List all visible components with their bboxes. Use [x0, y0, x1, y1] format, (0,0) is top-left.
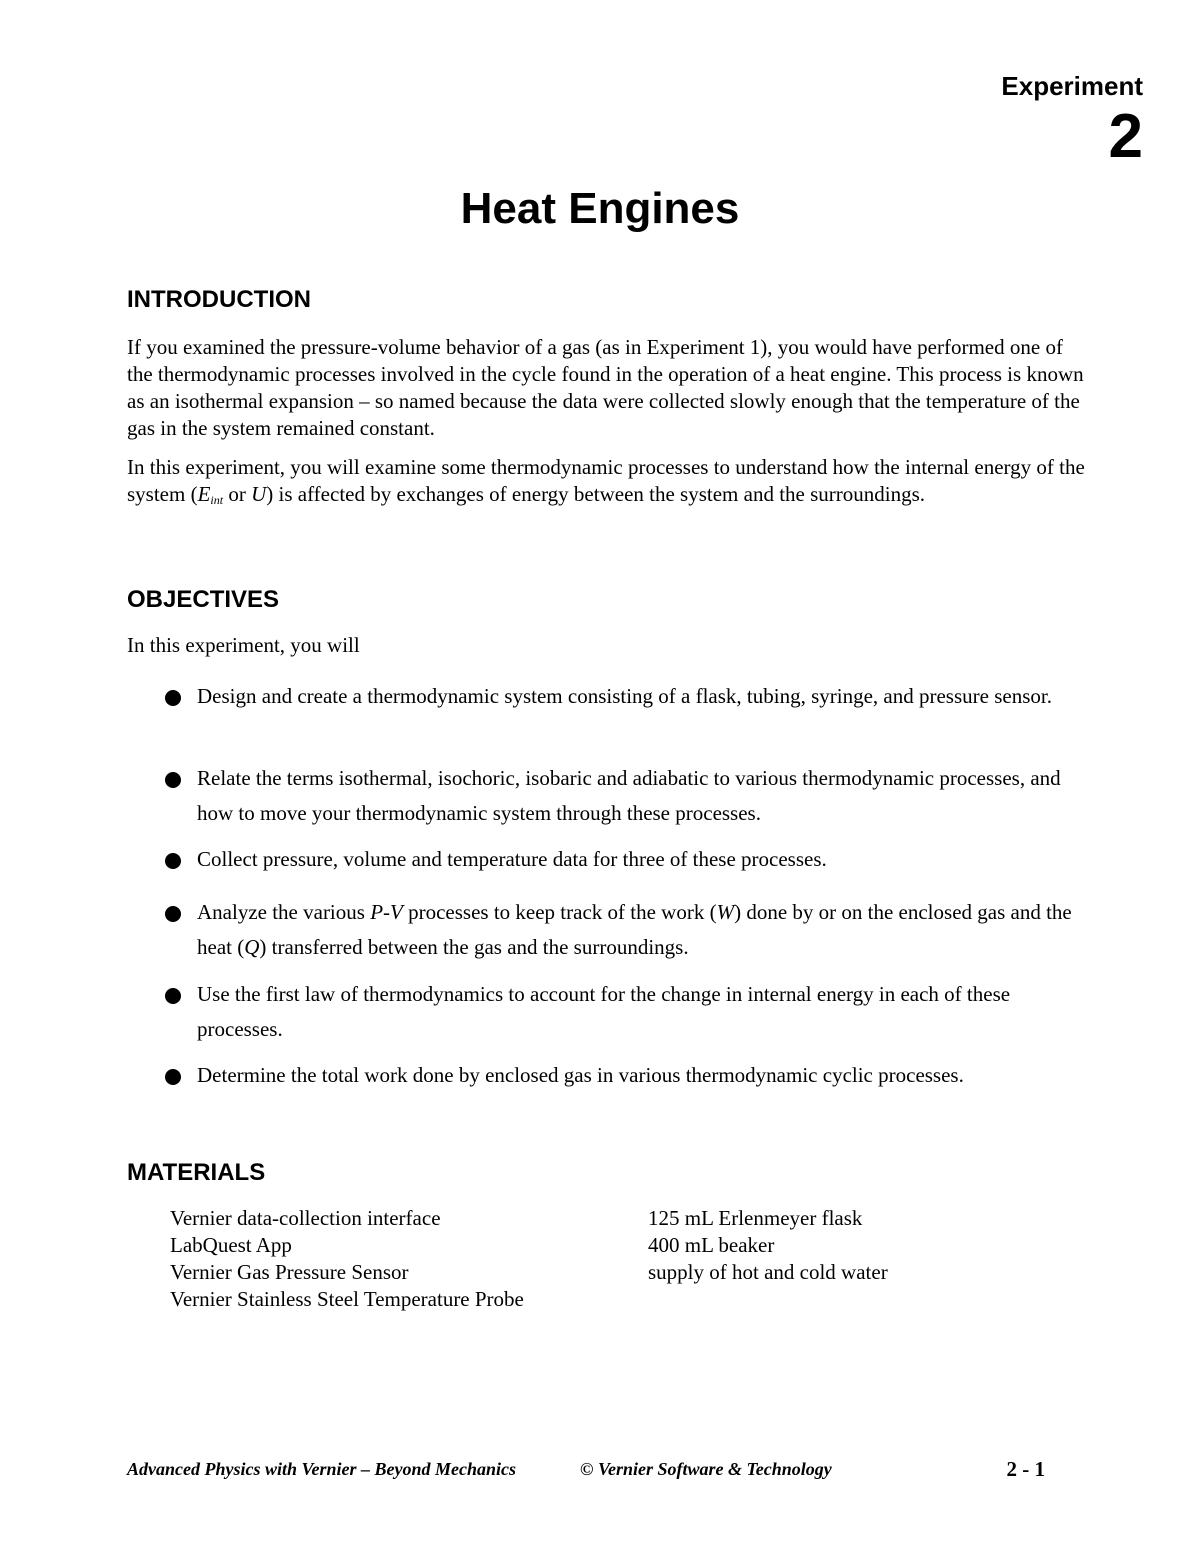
introduction-heading: INTRODUCTION	[127, 286, 311, 313]
objective-item: Design and create a thermodynamic system consisting of a flask, tubing, syringe, and pressure sensor.	[197, 684, 1052, 708]
experiment-label: Experiment	[1001, 71, 1143, 101]
bullet-icon	[165, 853, 181, 869]
intro-p2-text-c: ) is affected by exchanges of energy between the system and the surroundings.	[266, 482, 926, 506]
material-item: LabQuest App	[170, 1233, 292, 1257]
experiment-number: 2	[1108, 102, 1143, 171]
page-title: Heat Engines	[460, 184, 740, 233]
objectives-heading: OBJECTIVES	[127, 586, 280, 613]
material-item: 400 mL beaker	[648, 1233, 775, 1257]
materials-list-left	[170, 1205, 524, 1313]
bullet-icon	[165, 690, 181, 706]
page-number: 2 - 1	[1006, 1457, 1045, 1481]
material-item: Vernier Stainless Steel Temperature Probe	[170, 1287, 524, 1311]
material-item: Vernier data-collection interface	[170, 1206, 441, 1230]
introduction-paragraph-2	[127, 454, 1087, 508]
heat-symbol: Q	[244, 935, 260, 959]
intro-p2-text-a: In this experiment, you will examine some thermodynamic processes to understand how the internal energy of the system (	[127, 455, 1085, 506]
introduction-paragraph-1: If you examined the pressure-volume behavior of a gas (as in Experiment 1), you would have performed one of the thermodynamic processes involved in the cycle found in the operation of a heat engine. This process is known as an isothermal expansion – so named because the data were collected slowly enough that the temperature of the gas in the system remained constant.	[127, 335, 1084, 440]
materials-list-right	[648, 1205, 888, 1286]
bullet-icon	[165, 1069, 181, 1085]
footer-copyright: © Vernier Software & Technology	[580, 1459, 832, 1479]
material-item: 125 mL Erlenmeyer flask	[648, 1206, 863, 1230]
objective-item: Analyze the various P-V processes to keep track of the work (W) done by or on the enclosed gas and the heat (Q) transferred between the gas and the surroundings.	[197, 900, 1072, 959]
work-symbol: W	[716, 900, 735, 924]
internal-energy-symbol: $E_{int}$	[197, 482, 224, 507]
materials-heading: MATERIALS	[127, 1159, 266, 1186]
internal-energy-symbol-u: U	[251, 482, 267, 506]
intro-p2-text-b: or	[223, 482, 252, 506]
material-item: Vernier Gas Pressure Sensor	[170, 1260, 409, 1284]
bullet-icon	[165, 988, 181, 1004]
objective-item: Collect pressure, volume and temperature data for three of these processes.	[197, 847, 827, 871]
objective-item: Relate the terms isothermal, isochoric, isobaric and adiabatic to various thermodynamic processes, and how to move your thermodynamic system through these processes.	[197, 766, 1061, 825]
pv-symbol: P-V	[370, 900, 403, 924]
footer-book-title: Advanced Physics with Vernier – Beyond Mechanics	[127, 1459, 517, 1479]
objectives-lead: In this experiment, you will	[127, 633, 360, 657]
material-item: supply of hot and cold water	[648, 1260, 888, 1284]
objective-item: Use the first law of thermodynamics to account for the change in internal energy in each of these processes.	[197, 982, 1011, 1041]
objective-item: Determine the total work done by enclosed gas in various thermodynamic cyclic processes.	[197, 1063, 964, 1087]
bullet-icon	[165, 772, 181, 788]
bullet-icon	[165, 906, 181, 922]
